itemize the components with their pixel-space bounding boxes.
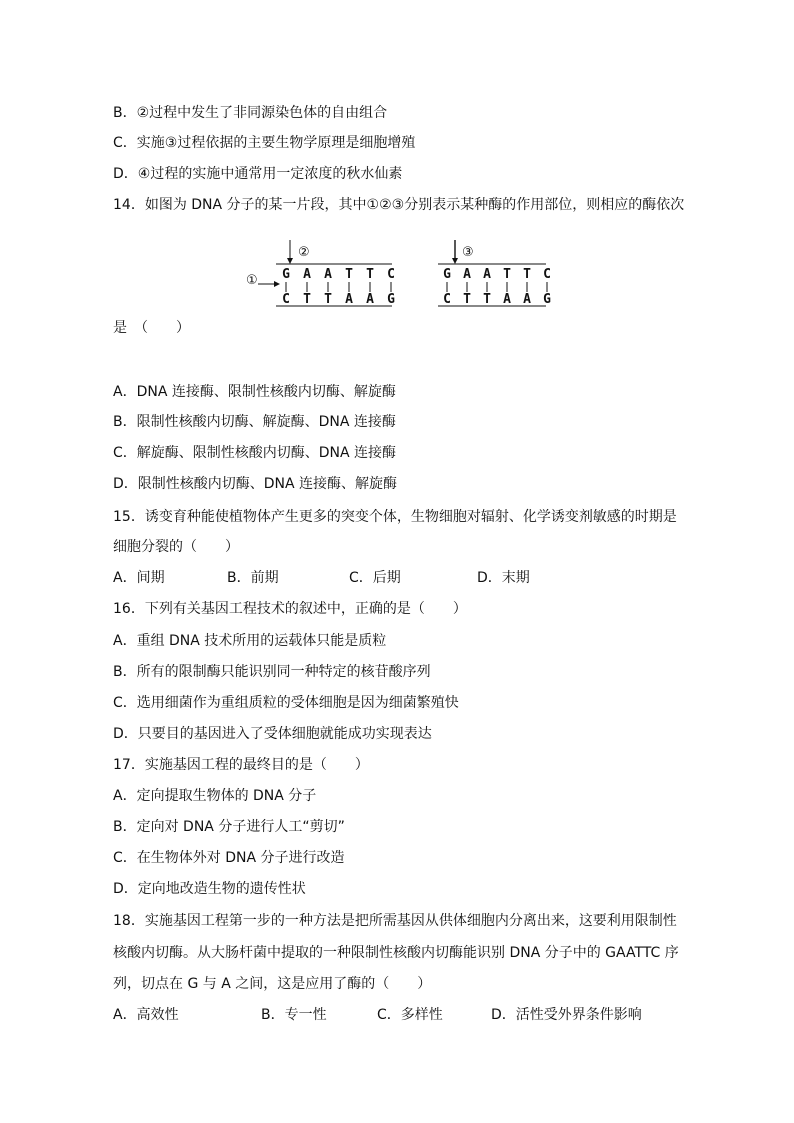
- q18-option-c: C．多样性: [377, 1007, 443, 1023]
- top-base: T: [503, 267, 511, 282]
- site-label-1: ①: [246, 273, 258, 288]
- bottom-base: A: [503, 292, 511, 307]
- top-base: G: [282, 267, 290, 282]
- top-base: C: [543, 267, 551, 282]
- q18-option-a: A．高效性: [113, 1007, 179, 1023]
- q15-stem-line1: 15．诱变育种能使植物体产生更多的突变个体，生物细胞对辐射、化学诱变剂敏感的时期是: [113, 509, 677, 525]
- q13-option-c: C．实施③过程依据的主要生物学原理是细胞增殖: [113, 135, 416, 151]
- q15-option-c: C．后期: [349, 570, 401, 586]
- site-label-3: ③: [462, 245, 474, 260]
- dna-fragment-left: [246, 240, 395, 307]
- top-base: A: [303, 267, 311, 282]
- q18-stem-line3: 列，切点在 G 与 A 之间，这是应用了酶的（ ）: [113, 976, 432, 992]
- arrow-3-head: [452, 258, 458, 264]
- bottom-base: A: [345, 292, 353, 307]
- bottom-base: A: [366, 292, 374, 307]
- q16-stem: 16．下列有关基因工程技术的叙述中，正确的是（ ）: [113, 601, 467, 617]
- q16-option-d: D．只要目的基因进入了受体细胞就能成功实现表达: [113, 726, 432, 742]
- q17-option-d: D．定向地改造生物的遗传性状: [113, 881, 306, 897]
- top-base: T: [523, 267, 531, 282]
- bottom-base: T: [463, 292, 471, 307]
- q18-option-d: D．活性受外界条件影响: [491, 1007, 642, 1023]
- q14-option-b: B．限制性核酸内切酶、解旋酶、DNA 连接酶: [113, 414, 396, 430]
- q14-stem: 14．如图为 DNA 分子的某一片段，其中①②③分别表示某种酶的作用部位，则相应的酶依次: [113, 197, 685, 213]
- bottom-base: T: [324, 292, 332, 307]
- bottom-base: C: [282, 292, 290, 307]
- dna-fragment-right: [438, 240, 551, 307]
- top-base: T: [345, 267, 353, 282]
- q16-option-c: C．选用细菌作为重组质粒的受体细胞是因为细菌繁殖快: [113, 695, 459, 711]
- top-base: A: [324, 267, 332, 282]
- site-label-2: ②: [298, 245, 310, 260]
- q15-option-a: A．间期: [113, 570, 165, 586]
- top-base: C: [387, 267, 395, 282]
- q16-option-a: A．重组 DNA 技术所用的运载体只能是质粒: [113, 633, 387, 649]
- q17-option-a: A．定向提取生物体的 DNA 分子: [113, 788, 317, 804]
- q15-stem-line2: 细胞分裂的（ ）: [113, 539, 239, 555]
- arrow-1-head: [274, 281, 280, 287]
- top-base: A: [483, 267, 491, 282]
- top-base: G: [443, 267, 451, 282]
- q13-option-d: D．④过程的实施中通常用一定浓度的秋水仙素: [113, 166, 403, 182]
- q14-option-d: D．限制性核酸内切酶、DNA 连接酶、解旋酶: [113, 476, 398, 492]
- top-base: A: [463, 267, 471, 282]
- q13-option-b: B．②过程中发生了非同源染色体的自由组合: [113, 105, 388, 121]
- bottom-base: C: [443, 292, 451, 307]
- q18-stem-line2: 核酸内切酶。从大肠杆菌中提取的一种限制性核酸内切酶能识别 DNA 分子中的 GAATTC 序: [113, 945, 679, 961]
- bottom-base: A: [523, 292, 531, 307]
- bottom-base: T: [483, 292, 491, 307]
- q17-stem: 17．实施基因工程的最终目的是（ ）: [113, 757, 369, 773]
- dna-diagram: [240, 236, 560, 316]
- q15-option-d: D．末期: [477, 570, 530, 586]
- arrow-2-head: [287, 258, 293, 264]
- bottom-base: T: [303, 292, 311, 307]
- q14-stem-end: 是 （ ）: [113, 320, 190, 336]
- top-base: T: [366, 267, 374, 282]
- q15-option-b: B．前期: [227, 570, 279, 586]
- q16-option-b: B．所有的限制酶只能识别同一种特定的核苷酸序列: [113, 664, 431, 680]
- q15-options: [113, 568, 530, 588]
- bottom-base: G: [543, 292, 551, 307]
- bottom-base: G: [387, 292, 395, 307]
- q17-option-c: C．在生物体外对 DNA 分子进行改造: [113, 850, 345, 866]
- q18-stem-line1: 18．实施基因工程第一步的一种方法是把所需基因从供体细胞内分离出来，这要利用限制性: [113, 913, 677, 929]
- q14-option-a: A．DNA 连接酶、限制性核酸内切酶、解旋酶: [113, 384, 396, 400]
- q18-option-b: B．专一性: [261, 1007, 327, 1023]
- q18-options: [113, 1005, 642, 1025]
- q14-option-c: C．解旋酶、限制性核酸内切酶、DNA 连接酶: [113, 445, 397, 461]
- q17-option-b: B．定向对 DNA 分子进行人工“剪切”: [113, 819, 345, 835]
